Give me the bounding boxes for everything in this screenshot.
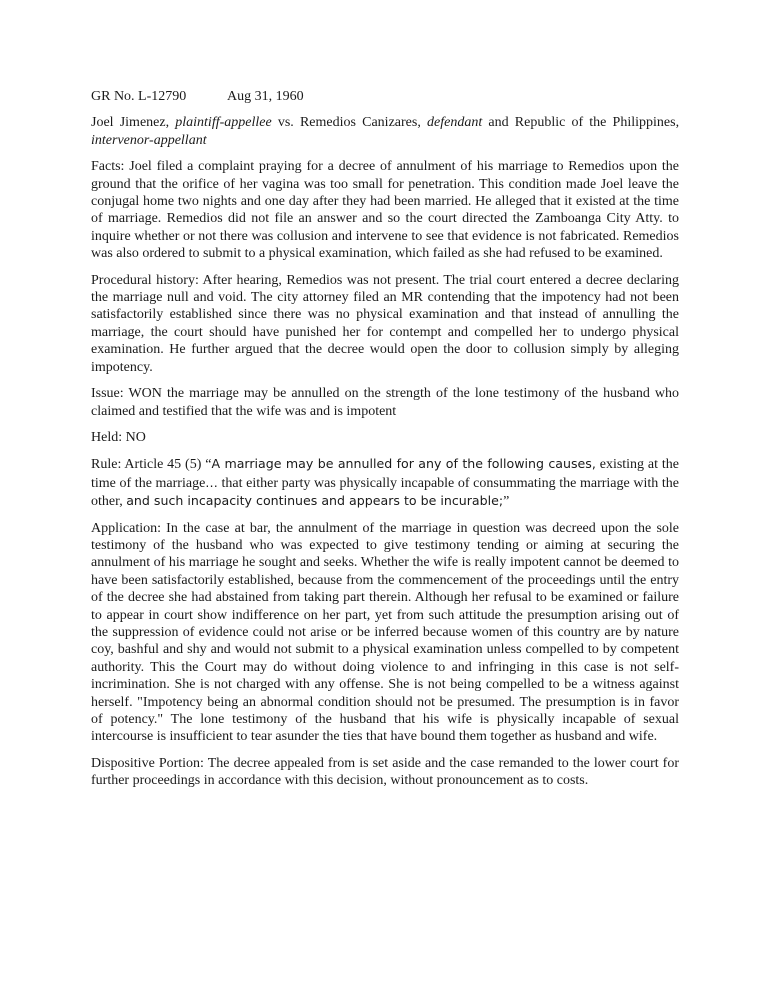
- document-page: [91, 88, 679, 799]
- versus-defendant: vs. Remedios Canizares,: [277, 115, 421, 131]
- plaintiff-role: plaintiff-appellee: [175, 115, 272, 131]
- gr-number: GR No. L-12790: [91, 89, 187, 104]
- rule-paragraph: [91, 455, 679, 510]
- rule-quote-start: A marriage may be annulled for any of the following causes,: [211, 456, 596, 472]
- held-paragraph: Held: NO: [91, 429, 146, 445]
- procedural-history-paragraph: Procedural history: After hearing, Remedios was not present. The trial court entered a decree declaring the marriage null and void. The city attorney filed an MR contending that the impotency had not been satisfactorily established since there was no physical examination and that instead of annulling the marriage, the court should have punished her for contempt and compelled her to undergo physical examination. He further argued that the decree would open the door to collusion simply by alleging impotency.: [91, 272, 679, 375]
- rule-text-1: existing at the time of the marriage: [91, 457, 680, 491]
- rule-ellipsis: …: [205, 474, 218, 490]
- rule-prefix: Rule: Article 45 (5) “: [91, 457, 212, 473]
- dispositive-paragraph: Dispositive Portion: The decree appealed from is set aside and the case remanded to the lower court for further proceedings in accordance with this decision, without pronouncement as to costs.: [91, 755, 679, 789]
- case-header: [91, 88, 679, 105]
- intervenor-role: intervenor-appellant: [91, 132, 207, 148]
- facts-paragraph: Facts: Joel filed a complaint praying for a decree of annulment of his marriage to Remedios upon the ground that the orifice of her vagina was too small for penetration. This condition made Joel leave the conjugal home two nights and one day after they had been married. He alleged that it existed at the time of marriage. Remedios did not file an answer and so the court directed the Zamboanga City Atty. to inquire whether or not there was collusion and intervene to see that evidence is not fabricated. Remedios was also ordered to submit to a physical examination, which failed as she had refused to be examined.: [91, 159, 679, 262]
- rule-quote-end: and such incapacity continues and appears to be incurable;: [126, 493, 504, 509]
- rule-text-2: that either party was physically incapable of consummating the marriage with the other,: [91, 475, 679, 510]
- defendant-role: defendant: [427, 115, 483, 131]
- plaintiff-name: Joel Jimenez,: [91, 115, 170, 131]
- rule-suffix: ”: [503, 494, 510, 510]
- application-paragraph: Application: In the case at bar, the annulment of the marriage in question was decreed upon the sole testimony of the husband who was expected to give testimony tending or aiming at securing the annulment of his marriage he sought and seeks. Whether the wife is really impotent cannot be deemed to have been satisfactorily established, because from the commencement of the proceedings until the entry of the decree she had abstained from taking part therein. Although her refusal to be examined or failure to appear in court show indifference on her part, yet from such attitude the presumption arising out of the suppression of evidence could not arise or be inferred because women of this country are by nature coy, bashful and shy and would not submit to a physical examination unless compelled to by competent authority. This the Court may do without doing violence to and infringing in this case is not self-incrimination. She is not charged with any offense. She is not being compelled to be a witness against herself. "Impotency being an abnormal condition should not be presumed. The presumption is in favor of potency." The lone testimony of the husband that his wife is physically incapable of sexual intercourse is insufficient to tear asunder the ties that have bound them together as husband and wife.: [91, 520, 679, 745]
- issue-paragraph: Issue: WON the marriage may be annulled on the strength of the lone testimony of the husband who claimed and testified that the wife was and is impotent: [91, 386, 679, 419]
- case-parties: [91, 114, 679, 149]
- intervenor-name: and Republic of the Philippines,: [488, 115, 680, 131]
- decision-date: Aug 31, 1960: [227, 89, 304, 104]
